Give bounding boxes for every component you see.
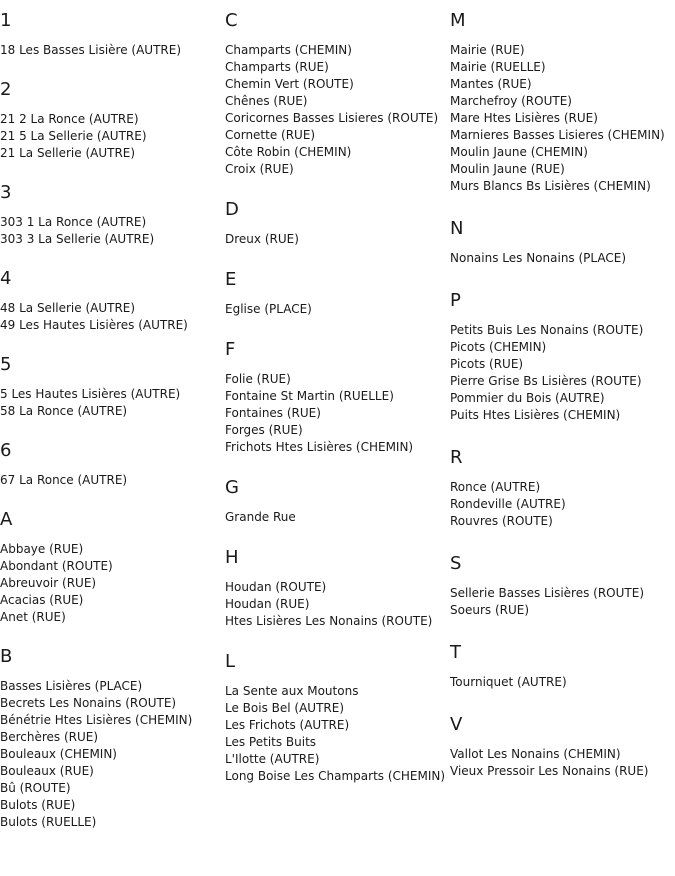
street-entry: Petits Buis Les Nonains (ROUTE) [450, 323, 644, 337]
street-entry: Champarts (RUE) [225, 60, 329, 74]
street-entry: Bouleaux (CHEMIN) [0, 747, 117, 761]
street-entry: Mantes (RUE) [450, 77, 532, 91]
letter-group [450, 10, 675, 195]
street-entry: Abbaye (RUE) [0, 542, 84, 556]
street-list [0, 472, 222, 489]
street-entry: Becrets Les Nonains (ROUTE) [0, 696, 177, 710]
street-list [225, 579, 447, 630]
street-list [225, 231, 447, 248]
street-entry: 67 La Ronce (AUTRE) [0, 473, 128, 487]
street-entry: Bénétrie Htes Lisières (CHEMIN) [0, 713, 193, 727]
group-heading: T [450, 642, 461, 663]
street-list [0, 111, 222, 162]
group-heading: L [225, 651, 236, 672]
street-entry: Pommier du Bois (AUTRE) [450, 391, 605, 405]
letter-group [450, 290, 675, 424]
street-entry: Bouleaux (RUE) [0, 764, 94, 778]
letter-group [0, 79, 222, 162]
street-entry: La Sente aux Moutons [225, 684, 359, 698]
street-list [0, 300, 222, 334]
street-entry: Nonains Les Nonains (PLACE) [450, 251, 627, 265]
letter-group [225, 10, 447, 178]
street-entry: Chemin Vert (ROUTE) [225, 77, 354, 91]
street-entry: Le Bois Bel (AUTRE) [225, 701, 345, 715]
group-heading: H [225, 547, 239, 568]
street-entry: Bulots (RUE) [0, 798, 76, 812]
street-entry: 21 La Sellerie (AUTRE) [0, 146, 136, 160]
street-entry: Basses Lisières (PLACE) [0, 679, 143, 693]
street-list [0, 678, 222, 831]
letter-group [225, 199, 447, 248]
index-column-3 [450, 10, 675, 780]
street-list [225, 371, 447, 456]
street-entry: Picots (CHEMIN) [450, 340, 547, 354]
street-entry: Murs Blancs Bs Lisières (CHEMIN) [450, 179, 651, 193]
letter-group [450, 642, 675, 691]
street-entry: Picots (RUE) [450, 357, 524, 371]
street-entry: Rouvres (ROUTE) [450, 514, 553, 528]
street-entry: 18 Les Basses Lisière (AUTRE) [0, 43, 182, 57]
street-entry: Moulin Jaune (CHEMIN) [450, 145, 588, 159]
letter-group [0, 509, 222, 626]
street-entry: Croix (RUE) [225, 162, 294, 176]
letter-group [225, 269, 447, 318]
group-heading: V [450, 714, 463, 735]
group-heading: S [450, 553, 462, 574]
letter-group [0, 646, 222, 831]
street-entry: Bû (ROUTE) [0, 781, 71, 795]
street-entry: 48 La Sellerie (AUTRE) [0, 301, 136, 315]
letter-group [225, 339, 447, 456]
group-heading: B [0, 646, 13, 667]
group-heading: 2 [0, 79, 12, 100]
street-entry: Vallot Les Nonains (CHEMIN) [450, 747, 621, 761]
street-entry: Mairie (RUELLE) [450, 60, 546, 74]
letter-group [0, 354, 222, 420]
street-list [450, 674, 675, 691]
street-entry: Rondeville (AUTRE) [450, 497, 566, 511]
street-entry: Dreux (RUE) [225, 232, 299, 246]
letter-group [450, 218, 675, 267]
street-entry: L'Ilotte (AUTRE) [225, 752, 320, 766]
group-heading: 1 [0, 10, 12, 31]
street-entry: Folie (RUE) [225, 372, 291, 386]
street-entry: Vieux Pressoir Les Nonains (RUE) [450, 764, 649, 778]
street-list [450, 479, 675, 530]
street-entry: Marnieres Basses Lisieres (CHEMIN) [450, 128, 665, 142]
letter-group [225, 477, 447, 526]
street-entry: Fontaine St Martin (RUELLE) [225, 389, 394, 403]
letter-group [450, 553, 675, 619]
street-entry: 58 La Ronce (AUTRE) [0, 404, 128, 418]
street-entry: Eglise (PLACE) [225, 302, 312, 316]
letter-group [0, 10, 222, 59]
street-entry: Long Boise Les Champarts (CHEMIN) [225, 769, 446, 783]
street-entry: Houdan (ROUTE) [225, 580, 327, 594]
street-list [450, 746, 675, 780]
group-heading: R [450, 447, 463, 468]
street-entry: Anet (RUE) [0, 610, 66, 624]
street-entry: Sellerie Basses Lisières (ROUTE) [450, 586, 645, 600]
street-list [0, 386, 222, 420]
street-entry: Htes Lisières Les Nonains (ROUTE) [225, 614, 433, 628]
street-list [225, 42, 447, 178]
street-entry: Les Petits Buits [225, 735, 317, 749]
street-list [450, 250, 675, 267]
street-entry: 21 5 La Sellerie (AUTRE) [0, 129, 147, 143]
street-list [450, 585, 675, 619]
street-entry: Mare Htes Lisières (RUE) [450, 111, 598, 125]
street-entry: Chênes (RUE) [225, 94, 308, 108]
street-entry: 303 1 La Ronce (AUTRE) [0, 215, 147, 229]
street-list [0, 42, 222, 59]
group-heading: A [0, 509, 13, 530]
group-heading: G [225, 477, 239, 498]
street-entry: Grande Rue [225, 510, 296, 524]
street-entry: Acacias (RUE) [0, 593, 84, 607]
street-entry: Tourniquet (AUTRE) [450, 675, 567, 689]
street-list [225, 683, 447, 785]
group-heading: M [450, 10, 466, 31]
group-heading: N [450, 218, 464, 239]
letter-group [450, 714, 675, 780]
group-heading: 5 [0, 354, 12, 375]
street-list [450, 322, 675, 424]
street-entry: Berchères (RUE) [0, 730, 99, 744]
street-list [0, 541, 222, 626]
street-entry: Soeurs (RUE) [450, 603, 530, 617]
letter-group [0, 268, 222, 334]
group-heading: E [225, 269, 237, 290]
street-entry: 49 Les Hautes Lisières (AUTRE) [0, 318, 188, 332]
index-column-1 [0, 10, 222, 831]
group-heading: D [225, 199, 239, 220]
street-list [225, 301, 447, 318]
street-list [450, 42, 675, 195]
street-entry: Abreuvoir (RUE) [0, 576, 97, 590]
street-entry: 303 3 La Sellerie (AUTRE) [0, 232, 155, 246]
street-entry: Forges (RUE) [225, 423, 303, 437]
street-entry: Ronce (AUTRE) [450, 480, 541, 494]
group-heading: 4 [0, 268, 12, 289]
street-entry: Les Frichots (AUTRE) [225, 718, 350, 732]
street-list [225, 509, 447, 526]
street-entry: Côte Robin (CHEMIN) [225, 145, 352, 159]
group-heading: F [225, 339, 236, 360]
street-entry: Cornette (RUE) [225, 128, 316, 142]
street-entry: Marchefroy (ROUTE) [450, 94, 572, 108]
street-entry: Coricornes Basses Lisieres (ROUTE) [225, 111, 439, 125]
street-entry: Moulin Jaune (RUE) [450, 162, 565, 176]
street-entry: Pierre Grise Bs Lisières (ROUTE) [450, 374, 642, 388]
letter-group [0, 182, 222, 248]
street-entry: 21 2 La Ronce (AUTRE) [0, 112, 139, 126]
street-entry: Abondant (ROUTE) [0, 559, 113, 573]
street-entry: Champarts (CHEMIN) [225, 43, 352, 57]
street-list [0, 214, 222, 248]
letter-group [0, 440, 222, 489]
street-entry: Bulots (RUELLE) [0, 815, 97, 829]
index-column-2 [225, 10, 447, 785]
street-entry: Frichots Htes Lisières (CHEMIN) [225, 440, 414, 454]
letter-group [225, 547, 447, 630]
street-entry: Houdan (RUE) [225, 597, 310, 611]
group-heading: 3 [0, 182, 12, 203]
street-entry: Mairie (RUE) [450, 43, 525, 57]
group-heading: 6 [0, 440, 12, 461]
street-entry: Fontaines (RUE) [225, 406, 321, 420]
letter-group [225, 651, 447, 785]
group-heading: P [450, 290, 461, 311]
street-entry: 5 Les Hautes Lisières (AUTRE) [0, 387, 181, 401]
street-entry: Puits Htes Lisières (CHEMIN) [450, 408, 621, 422]
letter-group [450, 447, 675, 530]
group-heading: C [225, 10, 238, 31]
